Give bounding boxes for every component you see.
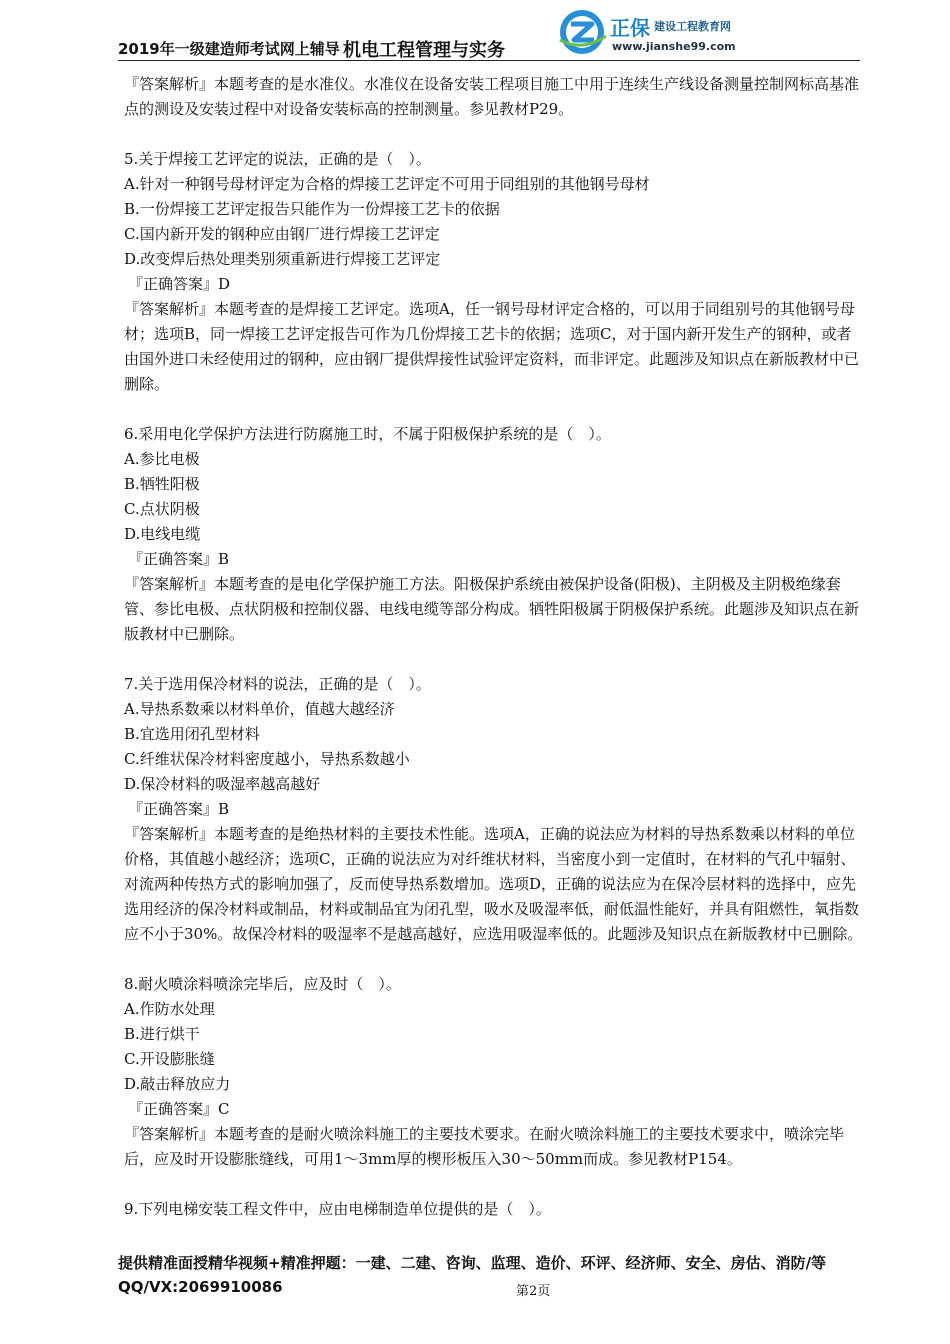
option-c: C.点状阴极: [124, 500, 200, 518]
question-stem: 7.关于选用保冷材料的说法，正确的是（ ）。: [124, 675, 431, 693]
question-6: [124, 422, 864, 647]
option-d: D.电线电缆: [124, 525, 201, 543]
subject-title: 机电工程管理与实务: [343, 40, 505, 61]
option-a: A.参比电极: [124, 450, 200, 468]
question-8: [124, 972, 864, 1172]
option-a: A.针对一种钢号母材评定为合格的焊接工艺评定不可用于同组别的其他钢号母材: [124, 175, 650, 193]
logo-emblem-icon: [556, 6, 608, 58]
question-stem: 8.耐火喷涂料喷涂完毕后，应及时（ ）。: [124, 975, 401, 993]
answer-analysis: 『答案解析』本题考查的是绝热材料的主要技术性能。选项A，正确的说法应为材料的导热系数乘以材料的单位价格，其值越小越经济；选项C，正确的说法应为对纤维状材料，当密度小到一定值时，在材料的气孔中辐射、对流两种传热方式的影响加强了，反而使导热系数增加。选项D，正确的说法应为在保冷层材料的选择中，应先选用经济的保冷材料或制品，材料或制品宜为闭孔型，吸水及吸湿率低，耐低温性能好，并具有阻燃性，氧指数应不小于30%。故保冷材料的吸湿率不是越高越好，应选用吸湿率低的。此题涉及知识点在新版教材中已删除。: [124, 825, 863, 943]
page-footer: [118, 1252, 878, 1299]
question-stem: 5.关于焊接工艺评定的说法，正确的是（ ）。: [124, 150, 431, 168]
answer-analysis: 『答案解析』本题考查的是焊接工艺评定。选项A，任一钢号母材评定合格的，可以用于同组别号的其他钢号母材；选项B，同一焊接工艺评定报告可作为几份焊接工艺卡的依据；选项C，对于国内新开发生产的钢种，或者由国外进口未经使用过的钢种，应由钢厂提供焊接性试验评定资料，而非评定。此题涉及知识点在新版教材中已删除。: [124, 300, 860, 393]
correct-answer: 『正确答案』B: [128, 800, 230, 818]
logo-brand: 正保: [610, 16, 650, 40]
option-b: B.牺牲阳极: [124, 475, 200, 493]
document-body: [124, 72, 864, 1222]
page-header: [118, 0, 860, 64]
option-d: D.敲击释放应力: [124, 1075, 231, 1093]
site-logo[interactable]: [556, 6, 786, 58]
option-b: B.宜选用闭孔型材料: [124, 725, 260, 743]
correct-answer: 『正确答案』C: [128, 1100, 230, 1118]
question-7: [124, 672, 864, 947]
exam-series-label: 2019年一级建造师考试网上辅导: [118, 40, 340, 58]
logo-url[interactable]: www.jianshe99.com: [612, 40, 736, 53]
option-a: A.作防水处理: [124, 1000, 215, 1018]
logo-subtitle: 建设工程教育网: [654, 20, 731, 33]
header-divider: [118, 60, 860, 61]
option-d: D.改变焊后热处理类别须重新进行焊接工艺评定: [124, 250, 441, 268]
question-stem: 9.下列电梯安装工程文件中，应由电梯制造单位提供的是（ ）。: [124, 1200, 551, 1218]
question-9: [124, 1197, 864, 1222]
promo-text: 提供精准面授精华视频+精准押题：一建、二建、咨询、监理、造价、环评、经济师、安全、房估、消防/等: [118, 1254, 827, 1272]
option-a: A.导热系数乘以材料单价，值越大越经济: [124, 700, 395, 718]
option-b: B.一份焊接工艺评定报告只能作为一份焊接工艺卡的依据: [124, 200, 500, 218]
option-c: C.开设膨胀缝: [124, 1050, 215, 1068]
answer-analysis: 『答案解析』本题考查的是耐火喷涂料施工的主要技术要求。在耐火喷涂料施工的主要技术要求中，喷涂完毕后，应及时开设膨胀缝线，可用1～3mm厚的楔形板压入30～50mm而成。参见教材P154。: [124, 1125, 845, 1168]
correct-answer: 『正确答案』B: [128, 550, 230, 568]
intro-analysis: 『答案解析』本题考查的是水准仪。水准仪在设备安装工程项目施工中用于连续生产线设备测量控制网标高基准点的测设及安装过程中对设备安装标高的控制测量。参见教材P29。: [124, 75, 860, 118]
option-d: D.保冷材料的吸湿率越高越好: [124, 775, 321, 793]
correct-answer: 『正确答案』D: [128, 275, 231, 293]
answer-analysis: 『答案解析』本题考查的是电化学保护施工方法。阳极保护系统由被保护设备(阳极)、主阴极及主阴极绝缘套管、参比电极、点状阴极和控制仪器、电线电缆等部分构成。牺牲阳极属于阴极保护系统。此题涉及知识点在新版教材中已删除。: [124, 575, 860, 643]
option-c: C.国内新开发的钢种应由钢厂进行焊接工艺评定: [124, 225, 440, 243]
contact-text: QQ/VX:2069910086: [118, 1278, 283, 1296]
page-number: 第2页: [516, 1284, 551, 1299]
question-stem: 6.采用电化学保护方法进行防腐施工时，不属于阳极保护系统的是（ ）。: [124, 425, 611, 443]
option-c: C.纤维状保冷材料密度越小，导热系数越小: [124, 750, 410, 768]
question-5: [124, 147, 864, 397]
option-b: B.进行烘干: [124, 1025, 200, 1043]
